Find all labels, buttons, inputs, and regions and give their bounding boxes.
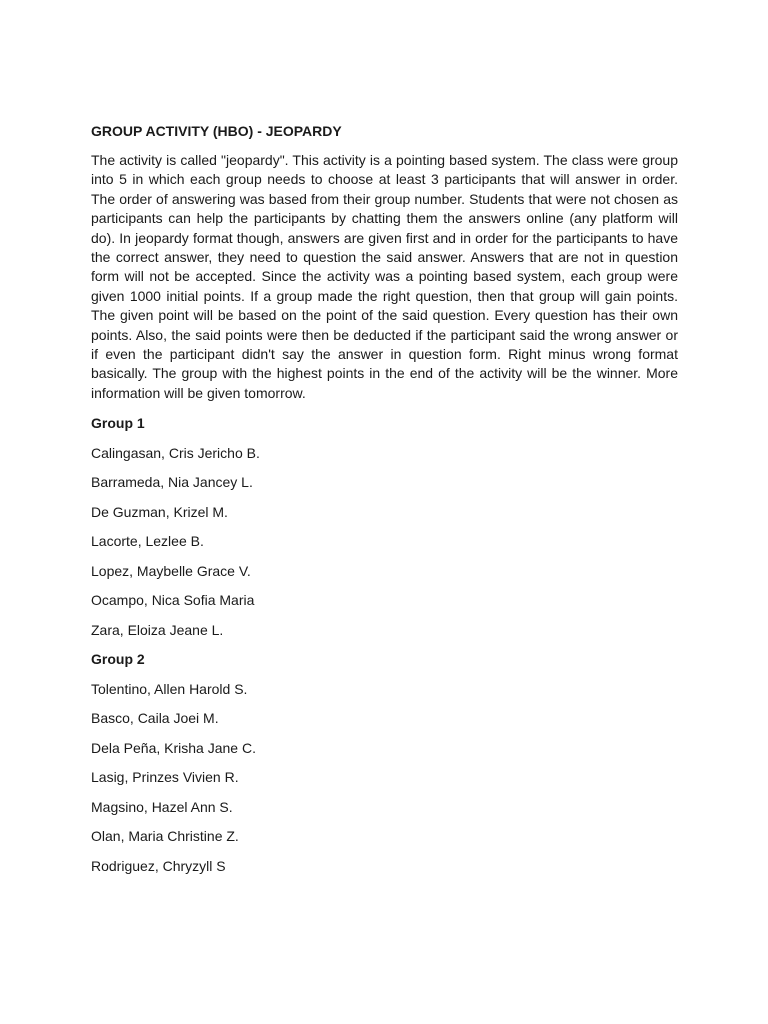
document-title: GROUP ACTIVITY (HBO) - JEOPARDY xyxy=(91,123,342,139)
member-name: Lasig, Prinzes Vivien R. xyxy=(91,769,239,786)
member-name: Basco, Caila Joei M. xyxy=(91,710,219,727)
member-name: Barrameda, Nia Jancey L. xyxy=(91,474,253,491)
member-name: De Guzman, Krizel M. xyxy=(91,503,228,520)
activity-description: The activity is called "jeopardy". This activity is a pointing based system. The class were group into 5 in which each group needs to choose at least 3 participants that will answer in order. The order of answering was based from their group number. Students that were not chosen as participants can help the participants by chatting them the answers online (any platform will do). In jeopardy format though, answers are given first and in order for the participants to have the correct answer, they need to question the said answer. Answers that are not in question form will not be accepted. Since the activity was a pointing based system, each group were given 1000 initial points. If a group made the right question, then that group will gain points. The given point will be based on the point of the said question. Every question has their own points. Also, the said points were then be deducted if the participant said the wrong answer or if even the participant didn't say the answer in question form. Right minus wrong format basically. The group with the highest points in the end of the activity will be the winner. More information will be given tomorrow. xyxy=(91,152,678,401)
group-heading: Group 2 xyxy=(91,651,145,668)
member-name: Tolentino, Allen Harold S. xyxy=(91,680,248,697)
member-name: Rodriguez, Chryzyll S xyxy=(91,857,226,874)
group-section-1 xyxy=(91,413,678,640)
member-name: Zara, Eloiza Jeane L. xyxy=(91,621,224,638)
group-section-2 xyxy=(91,649,678,876)
member-name: Olan, Maria Christine Z. xyxy=(91,828,239,845)
member-name: Magsino, Hazel Ann S. xyxy=(91,798,233,815)
member-name: Calingasan, Cris Jericho B. xyxy=(91,444,260,461)
member-name: Lacorte, Lezlee B. xyxy=(91,533,204,550)
member-name: Lopez, Maybelle Grace V. xyxy=(91,562,251,579)
group-heading: Group 1 xyxy=(91,415,145,432)
member-name: Ocampo, Nica Sofia Maria xyxy=(91,592,255,609)
member-name: Dela Peña, Krisha Jane C. xyxy=(91,739,256,756)
document-page xyxy=(91,121,678,885)
